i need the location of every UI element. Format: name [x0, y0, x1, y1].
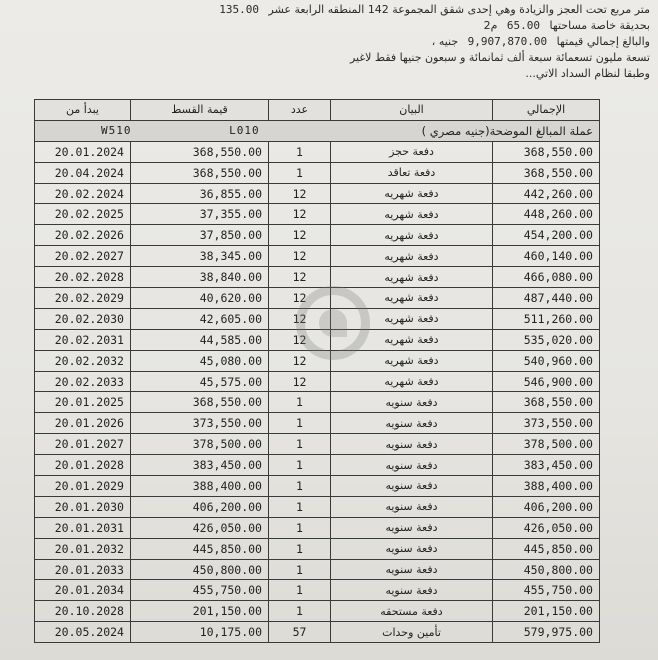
- cell-total: 579,975.00: [493, 622, 600, 643]
- cell-description: دفعة شهريه: [331, 350, 493, 371]
- header-line-1: [30, 2, 650, 18]
- cell-count: 12: [269, 308, 331, 329]
- cell-installment: 368,550.00: [131, 162, 269, 183]
- table-row: [35, 225, 600, 246]
- cell-date: 20.05.2024: [35, 622, 131, 643]
- cell-installment: 40,620.00: [131, 288, 269, 309]
- cell-total: 406,200.00: [493, 496, 600, 517]
- cell-date: 20.02.2025: [35, 204, 131, 225]
- table-row: [35, 455, 600, 476]
- cell-description: دفعة سنويه: [331, 455, 493, 476]
- cell-description: دفعة شهريه: [331, 225, 493, 246]
- table-row: [35, 204, 600, 225]
- table-row: [35, 329, 600, 350]
- cell-installment: 445,850.00: [131, 538, 269, 559]
- table-row: [35, 141, 600, 162]
- cell-description: دفعة سنويه: [331, 580, 493, 601]
- cell-date: 20.10.2028: [35, 601, 131, 622]
- cell-total: 373,550.00: [493, 413, 600, 434]
- garden-area-unit: م2: [483, 19, 498, 32]
- table-row: [35, 288, 600, 309]
- cell-count: 12: [269, 329, 331, 350]
- table-row: [35, 622, 600, 643]
- table-row: [35, 538, 600, 559]
- header-line-3: [30, 34, 650, 50]
- cell-count: 12: [269, 204, 331, 225]
- table-row: [35, 413, 600, 434]
- cell-description: دفعة شهريه: [331, 204, 493, 225]
- cell-total: 388,400.00: [493, 476, 600, 497]
- cell-count: 12: [269, 225, 331, 246]
- cell-date: 20.02.2032: [35, 350, 131, 371]
- cell-installment: 38,840.00: [131, 267, 269, 288]
- cell-date: 20.01.2026: [35, 413, 131, 434]
- cell-installment: 368,550.00: [131, 141, 269, 162]
- cell-description: دفعة حجز: [331, 141, 493, 162]
- cell-count: 12: [269, 267, 331, 288]
- table-row: [35, 371, 600, 392]
- cell-date: 20.01.2032: [35, 538, 131, 559]
- cell-date: 20.02.2030: [35, 308, 131, 329]
- cell-date: 20.02.2027: [35, 246, 131, 267]
- cell-total: 426,050.00: [493, 517, 600, 538]
- cell-count: 1: [269, 413, 331, 434]
- cell-description: دفعة سنويه: [331, 496, 493, 517]
- cell-date: 20.01.2034: [35, 580, 131, 601]
- cell-description: دفعة تعاقد: [331, 162, 493, 183]
- table-row: [35, 162, 600, 183]
- cell-date: 20.01.2030: [35, 496, 131, 517]
- header-line-1-text: متر مربع تحت العجز والزيادة وهي إحدى شقق المجموعة 142 المنطقه الرابعة عشر: [268, 3, 650, 16]
- cell-installment: 201,150.00: [131, 601, 269, 622]
- column-header-total: الإجمالي: [493, 100, 600, 121]
- cell-date: 20.01.2031: [35, 517, 131, 538]
- total-price-value: 9,907,870.00: [467, 35, 548, 48]
- cell-description: دفعة شهريه: [331, 288, 493, 309]
- table-title-cell: [35, 120, 600, 141]
- cell-description: دفعة شهريه: [331, 246, 493, 267]
- cell-count: 1: [269, 601, 331, 622]
- cell-total: 448,260.00: [493, 204, 600, 225]
- cell-installment: 368,550.00: [131, 392, 269, 413]
- cell-date: 20.01.2024: [35, 141, 131, 162]
- cell-installment: 426,050.00: [131, 517, 269, 538]
- table-row: [35, 559, 600, 580]
- header-line-2: [30, 18, 650, 34]
- table-row: [35, 392, 600, 413]
- payment-schedule-table: [34, 99, 600, 643]
- cell-date: 20.02.2029: [35, 288, 131, 309]
- cell-count: 1: [269, 580, 331, 601]
- cell-total: 460,140.00: [493, 246, 600, 267]
- table-header-row: [35, 100, 600, 121]
- total-price-unit: جنيه ،: [431, 35, 459, 48]
- cell-total: 454,200.00: [493, 225, 600, 246]
- cell-count: 1: [269, 476, 331, 497]
- cell-installment: 450,800.00: [131, 559, 269, 580]
- cell-description: دفعة شهريه: [331, 329, 493, 350]
- header-line-2-text: بحديقة خاصة مساحتها: [549, 19, 650, 32]
- header-line-3-text: والبالغ إجمالي قيمتها: [556, 35, 650, 48]
- cell-date: 20.02.2031: [35, 329, 131, 350]
- cell-count: 1: [269, 455, 331, 476]
- cell-description: دفعة سنويه: [331, 538, 493, 559]
- cell-installment: 378,500.00: [131, 434, 269, 455]
- cell-count: 12: [269, 350, 331, 371]
- garden-area-value: 65.00: [506, 19, 541, 32]
- cell-description: دفعة سنويه: [331, 434, 493, 455]
- table-row: [35, 246, 600, 267]
- table-row: [35, 267, 600, 288]
- code-w510: W510: [101, 124, 132, 138]
- cell-count: 57: [269, 622, 331, 643]
- cell-total: 487,440.00: [493, 288, 600, 309]
- cell-count: 12: [269, 371, 331, 392]
- cell-description: دفعة سنويه: [331, 517, 493, 538]
- cell-count: 12: [269, 246, 331, 267]
- unit-codes: [41, 124, 290, 137]
- cell-date: 20.01.2028: [35, 455, 131, 476]
- cell-description: دفعة شهريه: [331, 267, 493, 288]
- cell-count: 1: [269, 496, 331, 517]
- cell-total: 368,550.00: [493, 141, 600, 162]
- table-body: [35, 141, 600, 642]
- table-row: [35, 434, 600, 455]
- cell-date: 20.01.2027: [35, 434, 131, 455]
- cell-installment: 36,855.00: [131, 183, 269, 204]
- cell-date: 20.02.2028: [35, 267, 131, 288]
- cell-installment: 45,575.00: [131, 371, 269, 392]
- cell-description: دفعة مستحقه: [331, 601, 493, 622]
- column-header-installment: قيمة القسط: [131, 100, 269, 121]
- column-header-description: البيان: [331, 100, 493, 121]
- cell-installment: 373,550.00: [131, 413, 269, 434]
- cell-date: 20.02.2033: [35, 371, 131, 392]
- table-row: [35, 517, 600, 538]
- cell-description: دفعة شهريه: [331, 183, 493, 204]
- cell-description: دفعة شهريه: [331, 371, 493, 392]
- table-row: [35, 601, 600, 622]
- cell-installment: 42,605.00: [131, 308, 269, 329]
- cell-total: 368,550.00: [493, 392, 600, 413]
- cell-total: 455,750.00: [493, 580, 600, 601]
- cell-description: دفعة شهريه: [331, 308, 493, 329]
- cell-count: 1: [269, 538, 331, 559]
- cell-installment: 45,080.00: [131, 350, 269, 371]
- cell-count: 1: [269, 392, 331, 413]
- cell-total: 368,550.00: [493, 162, 600, 183]
- cell-total: 511,260.00: [493, 308, 600, 329]
- cell-installment: 44,585.00: [131, 329, 269, 350]
- table-title-row: [35, 120, 600, 141]
- cell-total: 383,450.00: [493, 455, 600, 476]
- table-row: [35, 580, 600, 601]
- table-row: [35, 308, 600, 329]
- cell-date: 20.04.2024: [35, 162, 131, 183]
- cell-date: 20.01.2033: [35, 559, 131, 580]
- cell-installment: 383,450.00: [131, 455, 269, 476]
- cell-installment: 10,175.00: [131, 622, 269, 643]
- cell-total: 442,260.00: [493, 183, 600, 204]
- cell-description: دفعة سنويه: [331, 559, 493, 580]
- column-header-count: عدد: [269, 100, 331, 121]
- cell-description: دفعة سنويه: [331, 476, 493, 497]
- cell-count: 1: [269, 162, 331, 183]
- cell-description: دفعة سنويه: [331, 413, 493, 434]
- cell-date: 20.02.2026: [35, 225, 131, 246]
- cell-installment: 37,355.00: [131, 204, 269, 225]
- contract-text: [30, 2, 650, 82]
- cell-total: 540,960.00: [493, 350, 600, 371]
- code-l010: L010: [229, 124, 260, 138]
- header-line-4: تسعة مليون تسعمائة سبعة ألف ثمانمائة و سبعون جنيها فقط لاغير: [349, 51, 650, 64]
- table-row: [35, 476, 600, 497]
- cell-total: 546,900.00: [493, 371, 600, 392]
- cell-count: 1: [269, 517, 331, 538]
- cell-count: 1: [269, 141, 331, 162]
- table-row: [35, 183, 600, 204]
- cell-installment: 388,400.00: [131, 476, 269, 497]
- cell-description: تأمين وحدات: [331, 622, 493, 643]
- table-title: عملة المبالغ الموضحة(جنيه مصري ): [421, 123, 593, 138]
- area-value: 135.00: [219, 3, 259, 16]
- cell-total: 466,080.00: [493, 267, 600, 288]
- cell-total: 378,500.00: [493, 434, 600, 455]
- cell-count: 12: [269, 288, 331, 309]
- cell-description: دفعة سنويه: [331, 392, 493, 413]
- cell-installment: 38,345.00: [131, 246, 269, 267]
- cell-count: 1: [269, 434, 331, 455]
- cell-installment: 455,750.00: [131, 580, 269, 601]
- cell-count: 1: [269, 559, 331, 580]
- cell-date: 20.01.2025: [35, 392, 131, 413]
- cell-count: 12: [269, 183, 331, 204]
- table-row: [35, 496, 600, 517]
- table-row: [35, 350, 600, 371]
- cell-total: 450,800.00: [493, 559, 600, 580]
- cell-installment: 406,200.00: [131, 496, 269, 517]
- cell-installment: 37,850.00: [131, 225, 269, 246]
- header-line-5: وطبقا لنظام السداد الاتي...: [525, 67, 650, 80]
- cell-total: 201,150.00: [493, 601, 600, 622]
- cell-date: 20.01.2029: [35, 476, 131, 497]
- cell-total: 535,020.00: [493, 329, 600, 350]
- cell-total: 445,850.00: [493, 538, 600, 559]
- cell-date: 20.02.2024: [35, 183, 131, 204]
- column-header-date: يبدأ من: [35, 100, 131, 121]
